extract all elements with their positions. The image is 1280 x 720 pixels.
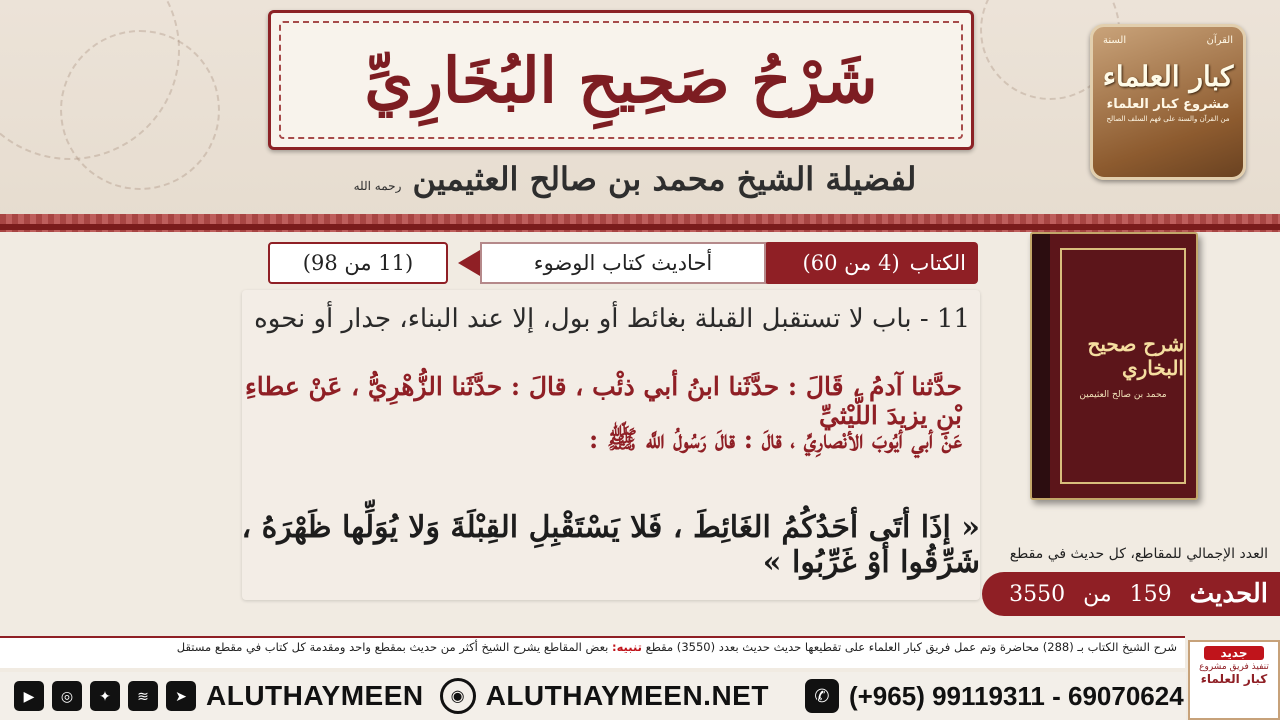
ticker-text: شرح الشيخ الكتاب بـ (288) محاضرة وتم عمل فريق كبار العلماء على تقطيعها حديث حديث بعدد (3550) مقطع bbox=[645, 640, 1177, 654]
hadith-chain-line-2: عَنْ أبي أيُوبَ الأنْصارِيِّ ، قالَ : قالَ رَسُولُ اللَّه ﷺ : bbox=[589, 425, 962, 454]
bab-counter-pill bbox=[268, 242, 448, 284]
logo-project: مشروع كبار العلماء bbox=[1106, 97, 1230, 112]
ticker-notice-label: تنبيه: bbox=[611, 640, 642, 654]
website-link[interactable]: ALUTHAYMEEN.NET bbox=[485, 680, 769, 711]
shaykh-honorific: رحمه الله bbox=[353, 179, 402, 193]
hadith-total: 3550 bbox=[1009, 581, 1066, 607]
phone-icon: ✆ bbox=[805, 679, 839, 713]
shaykh-name bbox=[300, 160, 970, 206]
shaykh-name-text: لفضيلة الشيخ محمد بن صالح العثيمين bbox=[412, 160, 917, 198]
badge-line-2: كبار العلماء bbox=[1200, 672, 1268, 686]
footer-bar bbox=[0, 672, 1186, 720]
soundcloud-icon[interactable]: ≋ bbox=[128, 681, 158, 711]
logo-tagline: من القرآن والسنة على فهم السلف الصالح bbox=[1106, 115, 1230, 123]
youtube-icon[interactable]: ▶ bbox=[14, 681, 44, 711]
hadith-matn: « إذَا أتَى أحَدُكُمُ الغَائِطَ ، فَلا يَسْتَقْبِلِ القِبْلَةَ وَلا يُوَلِّها ظَهْرَهُ ، شَرِّقُوا أوْ غَرِّبُوا » bbox=[241, 510, 980, 580]
book-author: محمد بن صالح العثيمين bbox=[1079, 390, 1167, 400]
hadith-current: 159 bbox=[1129, 581, 1172, 607]
globe-icon: ◉ bbox=[440, 678, 476, 714]
logo-top-right: القرآن bbox=[1206, 35, 1233, 46]
hadith-counter-label: الحديث bbox=[1189, 579, 1268, 609]
info-ticker bbox=[0, 636, 1185, 668]
twitter-icon[interactable]: ✦ bbox=[90, 681, 120, 711]
title-frame bbox=[268, 10, 974, 150]
kitab-name-pill bbox=[480, 242, 766, 284]
hadith-of: من bbox=[1083, 581, 1112, 607]
bab-title: 11 - باب لا تستقبل القبلة بغائط أو بول، إلا عند البناء، جدار أو نحوه bbox=[254, 304, 970, 334]
arrow-left-icon bbox=[458, 250, 480, 276]
logo-name: كبار العلماء bbox=[1102, 60, 1234, 93]
logo-top-left: السنة bbox=[1103, 35, 1127, 46]
ornament-decoration bbox=[60, 30, 220, 190]
kitab-name: أحاديث كتاب الوضوء bbox=[533, 251, 713, 275]
book-cover-image bbox=[1030, 232, 1198, 500]
hadith-counter bbox=[982, 572, 1280, 616]
kitab-counter: (4 من 60) bbox=[802, 251, 900, 275]
social-handle[interactable]: ALUTHAYMEEN bbox=[206, 680, 424, 711]
kitab-label: الكتاب bbox=[909, 251, 966, 275]
badge-line-1: تنفيذ فريق مشروع bbox=[1199, 662, 1269, 672]
phone-numbers[interactable]: (+965) 99119311 - 69070624 bbox=[848, 680, 1184, 711]
new-badge bbox=[1188, 640, 1280, 720]
kitab-counter-pill bbox=[764, 242, 978, 284]
page-title: شَرْحُ صَحِيحِ البُخَارِيِّ bbox=[364, 43, 878, 117]
kibar-ulama-logo bbox=[1090, 24, 1246, 180]
header-border-line bbox=[0, 224, 1280, 230]
total-segments-label: العدد الإجمالي للمقاطع، كل حديث في مقطع bbox=[1000, 540, 1274, 568]
instagram-icon[interactable]: ◎ bbox=[52, 681, 82, 711]
ticker-notice-text: بعض المقاطع يشرح الشيخ أكثر من حديث بمقطع واحد ومقدمة كل كتاب في مقطع مستقل bbox=[176, 640, 609, 654]
book-title: شرح صحيح البخاري bbox=[1087, 332, 1184, 380]
telegram-icon[interactable]: ➤ bbox=[166, 681, 196, 711]
bab-counter: (11 من 98) bbox=[302, 251, 414, 275]
hadith-chain-line-1: حدَّثنا آدمُ ، قَالَ : حدَّثَنا ابنُ أبي ذئْب ، قالَ : حدَّثَنا الزُّهْرِيُّ ، عَنْ عطاءِ بْنِ يزيدَ اللَّيْثيِّ bbox=[245, 372, 962, 430]
new-badge-label: جديد bbox=[1204, 646, 1264, 660]
